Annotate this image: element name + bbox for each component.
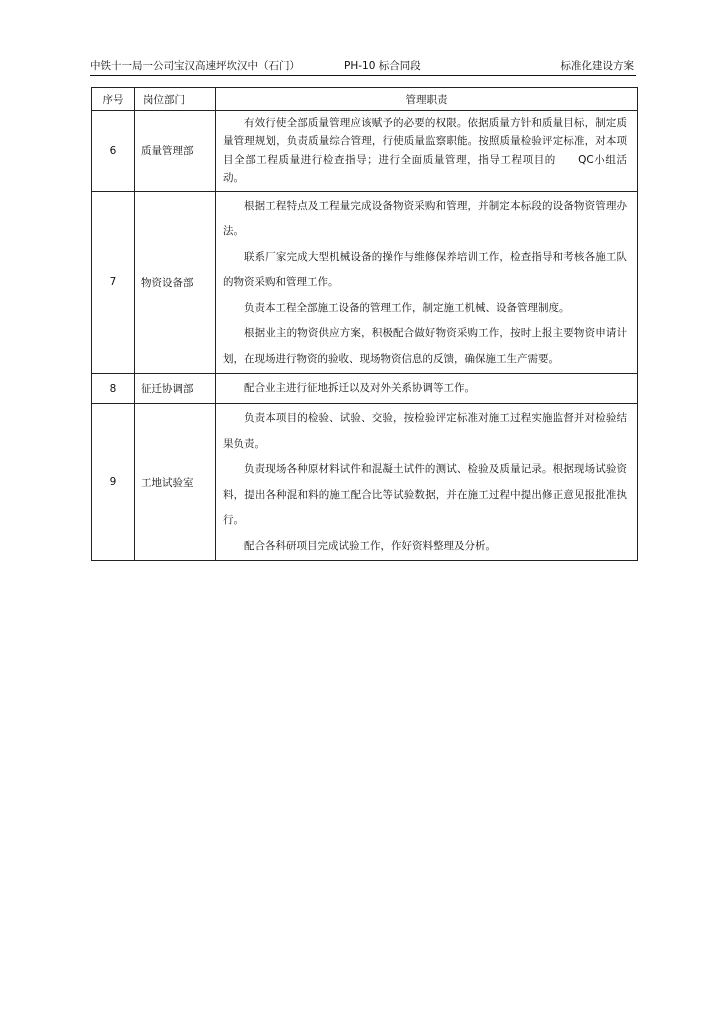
table-row (92, 111, 638, 192)
row-number: 8 (92, 374, 135, 404)
row-department: 质量管理部 (135, 111, 216, 192)
row-responsibilities (216, 111, 638, 192)
responsibility-paragraph: 配合业主进行征地拆迁以及对外关系协调等工作。 (244, 382, 475, 395)
header-project-name: 中铁十一局一公司宝汉高速坪坎汉中（石门） (90, 60, 300, 72)
responsibility-paragraph: 根据工程特点及工程量完成设备物资采购和管理，并制定本标段的设备物资管理办法。 (223, 199, 627, 238)
column-header-department: 岗位部门 (135, 88, 216, 111)
row-department: 物资设备部 (135, 191, 216, 374)
row-number: 7 (92, 191, 135, 374)
table-row (92, 374, 638, 404)
responsibility-paragraph: 有效行使全部质量管理应该赋予的必要的权限。依据质量方针和质量目标，制定质量管理规划，负责质量综合管理，行使质量监察职能。按照质量检验评定标准，对本项目全部工程质量进行检查指导；进行全面质量管理，指导工程项目的 QC小组活动。 (223, 117, 627, 185)
row-responsibilities (216, 374, 638, 404)
table-row (92, 404, 638, 561)
responsibility-paragraph: 联系厂家完成大型机械设备的操作与维修保养培训工作，检查指导和考核各施工队的物资采购和管理工作。 (223, 250, 627, 289)
row-number: 6 (92, 111, 135, 192)
table-header-row (92, 88, 638, 111)
column-header-responsibilities: 管理职责 (216, 88, 638, 111)
header-rule (90, 75, 636, 76)
column-header-number: 序号 (92, 88, 135, 111)
responsibility-paragraph: 根据业主的物资供应方案，积极配合做好物资采购工作，按时上报主要物资申请计划，在现场进行物资的验收、现场物资信息的反馈，确保施工生产需要。 (223, 327, 627, 365)
page-header (90, 58, 636, 74)
row-department: 工地试验室 (135, 404, 216, 561)
row-responsibilities (216, 404, 638, 561)
header-contract-section: PH-10 标合同段 (344, 60, 421, 72)
table-row (92, 191, 638, 374)
row-number: 9 (92, 404, 135, 561)
row-department: 征迁协调部 (135, 374, 216, 404)
responsibility-paragraph: 负责现场各种原材料试件和混凝土试件的测试、检验及质量记录。根据现场试验资料，提出各种混和料的施工配合比等试验数据，并在施工过程中提出修正意见报批准执行。 (223, 463, 627, 527)
row-responsibilities (216, 191, 638, 374)
responsibility-paragraph: 配合各科研项目完成试验工作，作好资料整理及分析。 (244, 539, 496, 552)
header-document-title: 标准化建设方案 (560, 60, 634, 72)
responsibility-paragraph: 负责本工程全部施工设备的管理工作，制定施工机械、设备管理制度。 (244, 301, 570, 314)
responsibility-table (91, 87, 638, 561)
responsibility-paragraph: 负责本项目的检验、试验、交验，按检验评定标准对施工过程实施监督并对检验结果负责。 (223, 412, 627, 450)
